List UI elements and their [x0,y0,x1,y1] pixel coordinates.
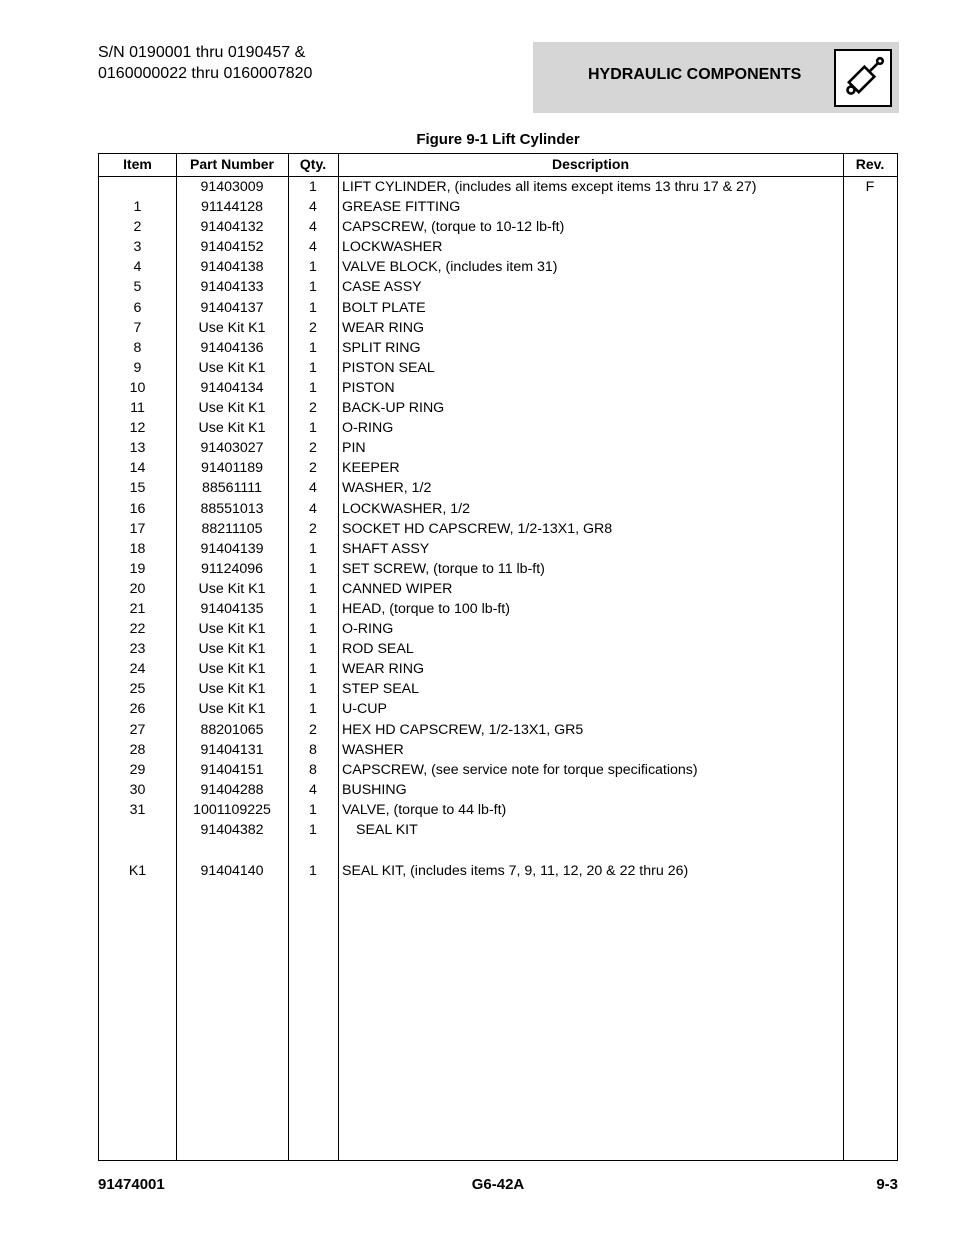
cell-qty: 2 [309,440,317,457]
cell-part-number: 91404152 [200,239,264,256]
cell-part-number: Use Kit K1 [198,580,266,597]
table-row [99,659,897,679]
table-row [99,599,897,619]
cell-item: 9 [133,359,142,376]
cell-item: 17 [129,520,146,537]
cell-item: 13 [129,440,146,457]
cell-item: 30 [129,781,146,798]
cell-description: CASE ASSY [342,279,422,296]
table-row [99,378,897,398]
cell-qty: 8 [309,761,317,778]
cell-qty: 1 [309,641,317,658]
cell-qty: 1 [309,540,317,557]
table-row [99,277,897,297]
cell-item: 23 [129,641,146,658]
table-row [99,861,897,881]
cell-qty: 1 [309,359,317,376]
cell-description: ROD SEAL [342,641,414,658]
cell-qty: 1 [309,701,317,718]
cell-part-number: 91401189 [200,460,264,477]
cell-item: 26 [129,701,146,718]
cell-qty: 1 [309,339,317,356]
cell-description: LOCKWASHER [342,239,443,256]
cell-item: 1 [133,199,142,216]
cell-part-number: Use Kit K1 [198,661,266,678]
cell-description: PISTON SEAL [342,359,435,376]
table-row [99,780,897,800]
cell-qty: 1 [309,600,317,617]
cell-qty: 2 [309,319,317,336]
cell-item: 4 [133,259,142,276]
cell-qty: 1 [309,580,317,597]
cell-description: CAPSCREW, (torque to 10-12 lb-ft) [342,219,565,236]
cell-description: O-RING [342,621,394,638]
cell-item: 8 [133,339,142,356]
cell-part-number: 88561111 [202,480,262,497]
table-row [99,699,897,719]
table-row [99,478,897,498]
cell-qty: 2 [309,721,317,738]
cell-description: BUSHING [342,781,407,798]
cell-item: 7 [133,319,142,336]
serial-number-range [98,42,312,84]
hydraulic-cylinder-icon [834,49,892,107]
cell-item: 3 [133,239,142,256]
cell-part-number: 91404140 [200,862,264,879]
cell-item: 2 [133,219,142,236]
cell-qty: 1 [309,862,317,879]
table-row [99,559,897,579]
cell-item: 15 [129,480,146,497]
parts-table [98,153,898,1161]
serial-line-1: S/N 0190001 thru 0190457 & [98,44,306,61]
cell-part-number: 1001109225 [193,801,271,818]
cell-part-number: Use Kit K1 [198,621,266,638]
serial-line-2: 0160000022 thru 0160007820 [98,65,313,82]
table-row [99,499,897,519]
column-header-item: Item [123,156,152,172]
cell-description: SOCKET HD CAPSCREW, 1/2-13X1, GR8 [342,520,613,537]
table-row [99,438,897,458]
table-row [99,197,897,217]
parts-list [99,177,897,881]
cell-item: 19 [129,560,146,577]
cell-item: 21 [129,600,146,617]
table-row [99,720,897,740]
cell-description: LOCKWASHER, 1/2 [342,500,470,517]
cell-description: STEP SEAL [342,681,420,698]
cell-rev: F [865,179,875,195]
table-row [99,237,897,257]
cell-part-number: 91144128 [200,199,264,216]
cell-item: 29 [129,761,146,778]
cell-item: 16 [129,500,146,517]
cell-qty: 4 [309,781,317,798]
cell-part-number: 91403027 [200,440,264,457]
cell-part-number: Use Kit K1 [198,681,266,698]
cell-part-number: 88201065 [200,721,264,738]
cell-qty: 4 [309,219,317,236]
cell-description: O-RING [342,420,394,437]
cell-part-number: 91404133 [200,279,264,296]
footer-model: G6-42A [471,1176,525,1193]
cell-qty: 4 [309,239,317,256]
cell-part-number: 91404136 [200,339,264,356]
table-row [99,539,897,559]
cell-qty: 1 [309,279,317,296]
column-header-description: Description [551,156,629,172]
cell-qty: 2 [309,400,317,417]
cell-description: LIFT CYLINDER, (includes all items except items 13 thru 17 & 27) [342,179,757,195]
cell-part-number: 91404132 [200,219,264,236]
cell-part-number: 91404288 [200,781,264,798]
cell-qty: 2 [309,460,317,477]
cell-description: SET SCREW, (torque to 11 lb-ft) [342,560,545,577]
cell-part-number: 91404137 [200,299,264,316]
cell-description: HEX HD CAPSCREW, 1/2-13X1, GR5 [342,721,584,738]
cell-item: 27 [129,721,146,738]
column-header-qty: Qty. [299,156,327,172]
section-header [533,42,899,113]
table-row [99,820,897,861]
cell-description: BACK-UP RING [342,400,445,417]
table-row [99,800,897,820]
cell-description: WEAR RING [342,319,424,336]
cell-item: 5 [133,279,142,296]
cell-item: 11 [130,400,145,417]
cell-item: 12 [129,420,146,437]
table-row [99,217,897,237]
cell-qty: 4 [309,500,317,517]
cell-description: CANNED WIPER [342,580,453,597]
table-row [99,619,897,639]
cell-part-number: Use Kit K1 [198,420,266,437]
table-row [99,177,897,197]
cell-qty: 1 [309,801,317,818]
cell-item: 25 [129,681,146,698]
cell-qty: 1 [309,681,317,698]
cell-part-number: 91404139 [200,540,264,557]
cell-item: 31 [129,801,146,818]
cell-description: SPLIT RING [342,339,421,356]
cell-part-number: Use Kit K1 [198,400,266,417]
cell-part-number: 91404151 [200,761,264,778]
table-row [99,298,897,318]
cell-description: WASHER, 1/2 [342,480,432,497]
section-title: HYDRAULIC COMPONENTS [588,66,802,83]
cell-part-number: 91404131 [200,741,264,758]
table-row [99,338,897,358]
table-row [99,398,897,418]
cell-qty: 8 [309,741,317,758]
cell-qty: 1 [309,179,317,195]
cell-description: KEEPER [342,460,400,477]
table-row [99,358,897,378]
cell-item: K1 [128,862,147,879]
cell-part-number: Use Kit K1 [198,319,266,336]
column-header-rev: Rev. [855,156,885,172]
table-row [99,418,897,438]
cell-qty: 1 [309,661,317,678]
table-row [99,257,897,277]
table-row [99,579,897,599]
cell-description: BOLT PLATE [342,299,426,316]
cell-item: 24 [129,661,146,678]
cell-qty: 1 [309,560,317,577]
cell-item: 20 [129,580,146,597]
cell-qty: 1 [309,299,317,316]
cell-item: 28 [129,741,146,758]
cell-description: PISTON [342,379,395,396]
cell-part-number: 91403009 [200,179,264,195]
cell-part-number: Use Kit K1 [198,641,266,658]
cell-description: SEAL KIT [356,822,418,838]
cell-description: GREASE FITTING [342,199,461,216]
cell-part-number: 91404135 [200,600,264,617]
cell-description: HEAD, (torque to 100 lb-ft) [342,600,510,617]
cell-item: 22 [129,621,146,638]
cell-part-number: Use Kit K1 [198,701,266,718]
cell-qty: 1 [309,621,317,638]
table-row [99,679,897,699]
cell-item: 18 [129,540,146,557]
table-row [99,519,897,539]
cell-part-number: 91404382 [200,822,264,838]
cell-part-number: 91404134 [200,379,264,396]
cell-part-number: Use Kit K1 [198,359,266,376]
cell-qty: 4 [309,480,317,497]
table-row [99,760,897,780]
cell-qty: 4 [309,199,317,216]
table-row [99,740,897,760]
cell-item: 10 [129,379,146,396]
cell-description: SHAFT ASSY [342,540,430,557]
cell-qty: 1 [309,379,317,396]
cell-qty: 1 [309,420,317,437]
column-header-part-number: Part Number [189,156,275,172]
cell-qty: 2 [309,520,317,537]
cell-description: VALVE, (torque to 44 lb-ft) [342,801,507,818]
table-row [99,458,897,478]
cell-description: VALVE BLOCK, (includes item 31) [342,259,558,276]
cell-part-number: 91404138 [200,259,264,276]
cell-part-number: 88551013 [200,500,264,517]
figure-title: Figure 9-1 Lift Cylinder [416,131,580,148]
cell-item: 6 [133,299,142,316]
cell-qty: 1 [309,259,317,276]
cell-description: U-CUP [342,701,387,718]
cell-description: PIN [342,440,366,457]
footer-manual-number: 91474001 [98,1176,165,1193]
cell-description: WEAR RING [342,661,424,678]
cell-description: SEAL KIT, (includes items 7, 9, 11, 12, 20 & 22 thru 26) [342,862,689,879]
cell-description: CAPSCREW, (see service note for torque specifications) [342,761,698,778]
footer-page-number: 9-3 [876,1176,898,1193]
cell-qty: 1 [309,822,317,838]
cell-item: 14 [129,460,146,477]
cell-description: WASHER [342,741,404,758]
cell-part-number: 88211105 [201,520,263,537]
cell-part-number: 91124096 [200,560,264,577]
table-row [99,318,897,338]
table-row [99,639,897,659]
